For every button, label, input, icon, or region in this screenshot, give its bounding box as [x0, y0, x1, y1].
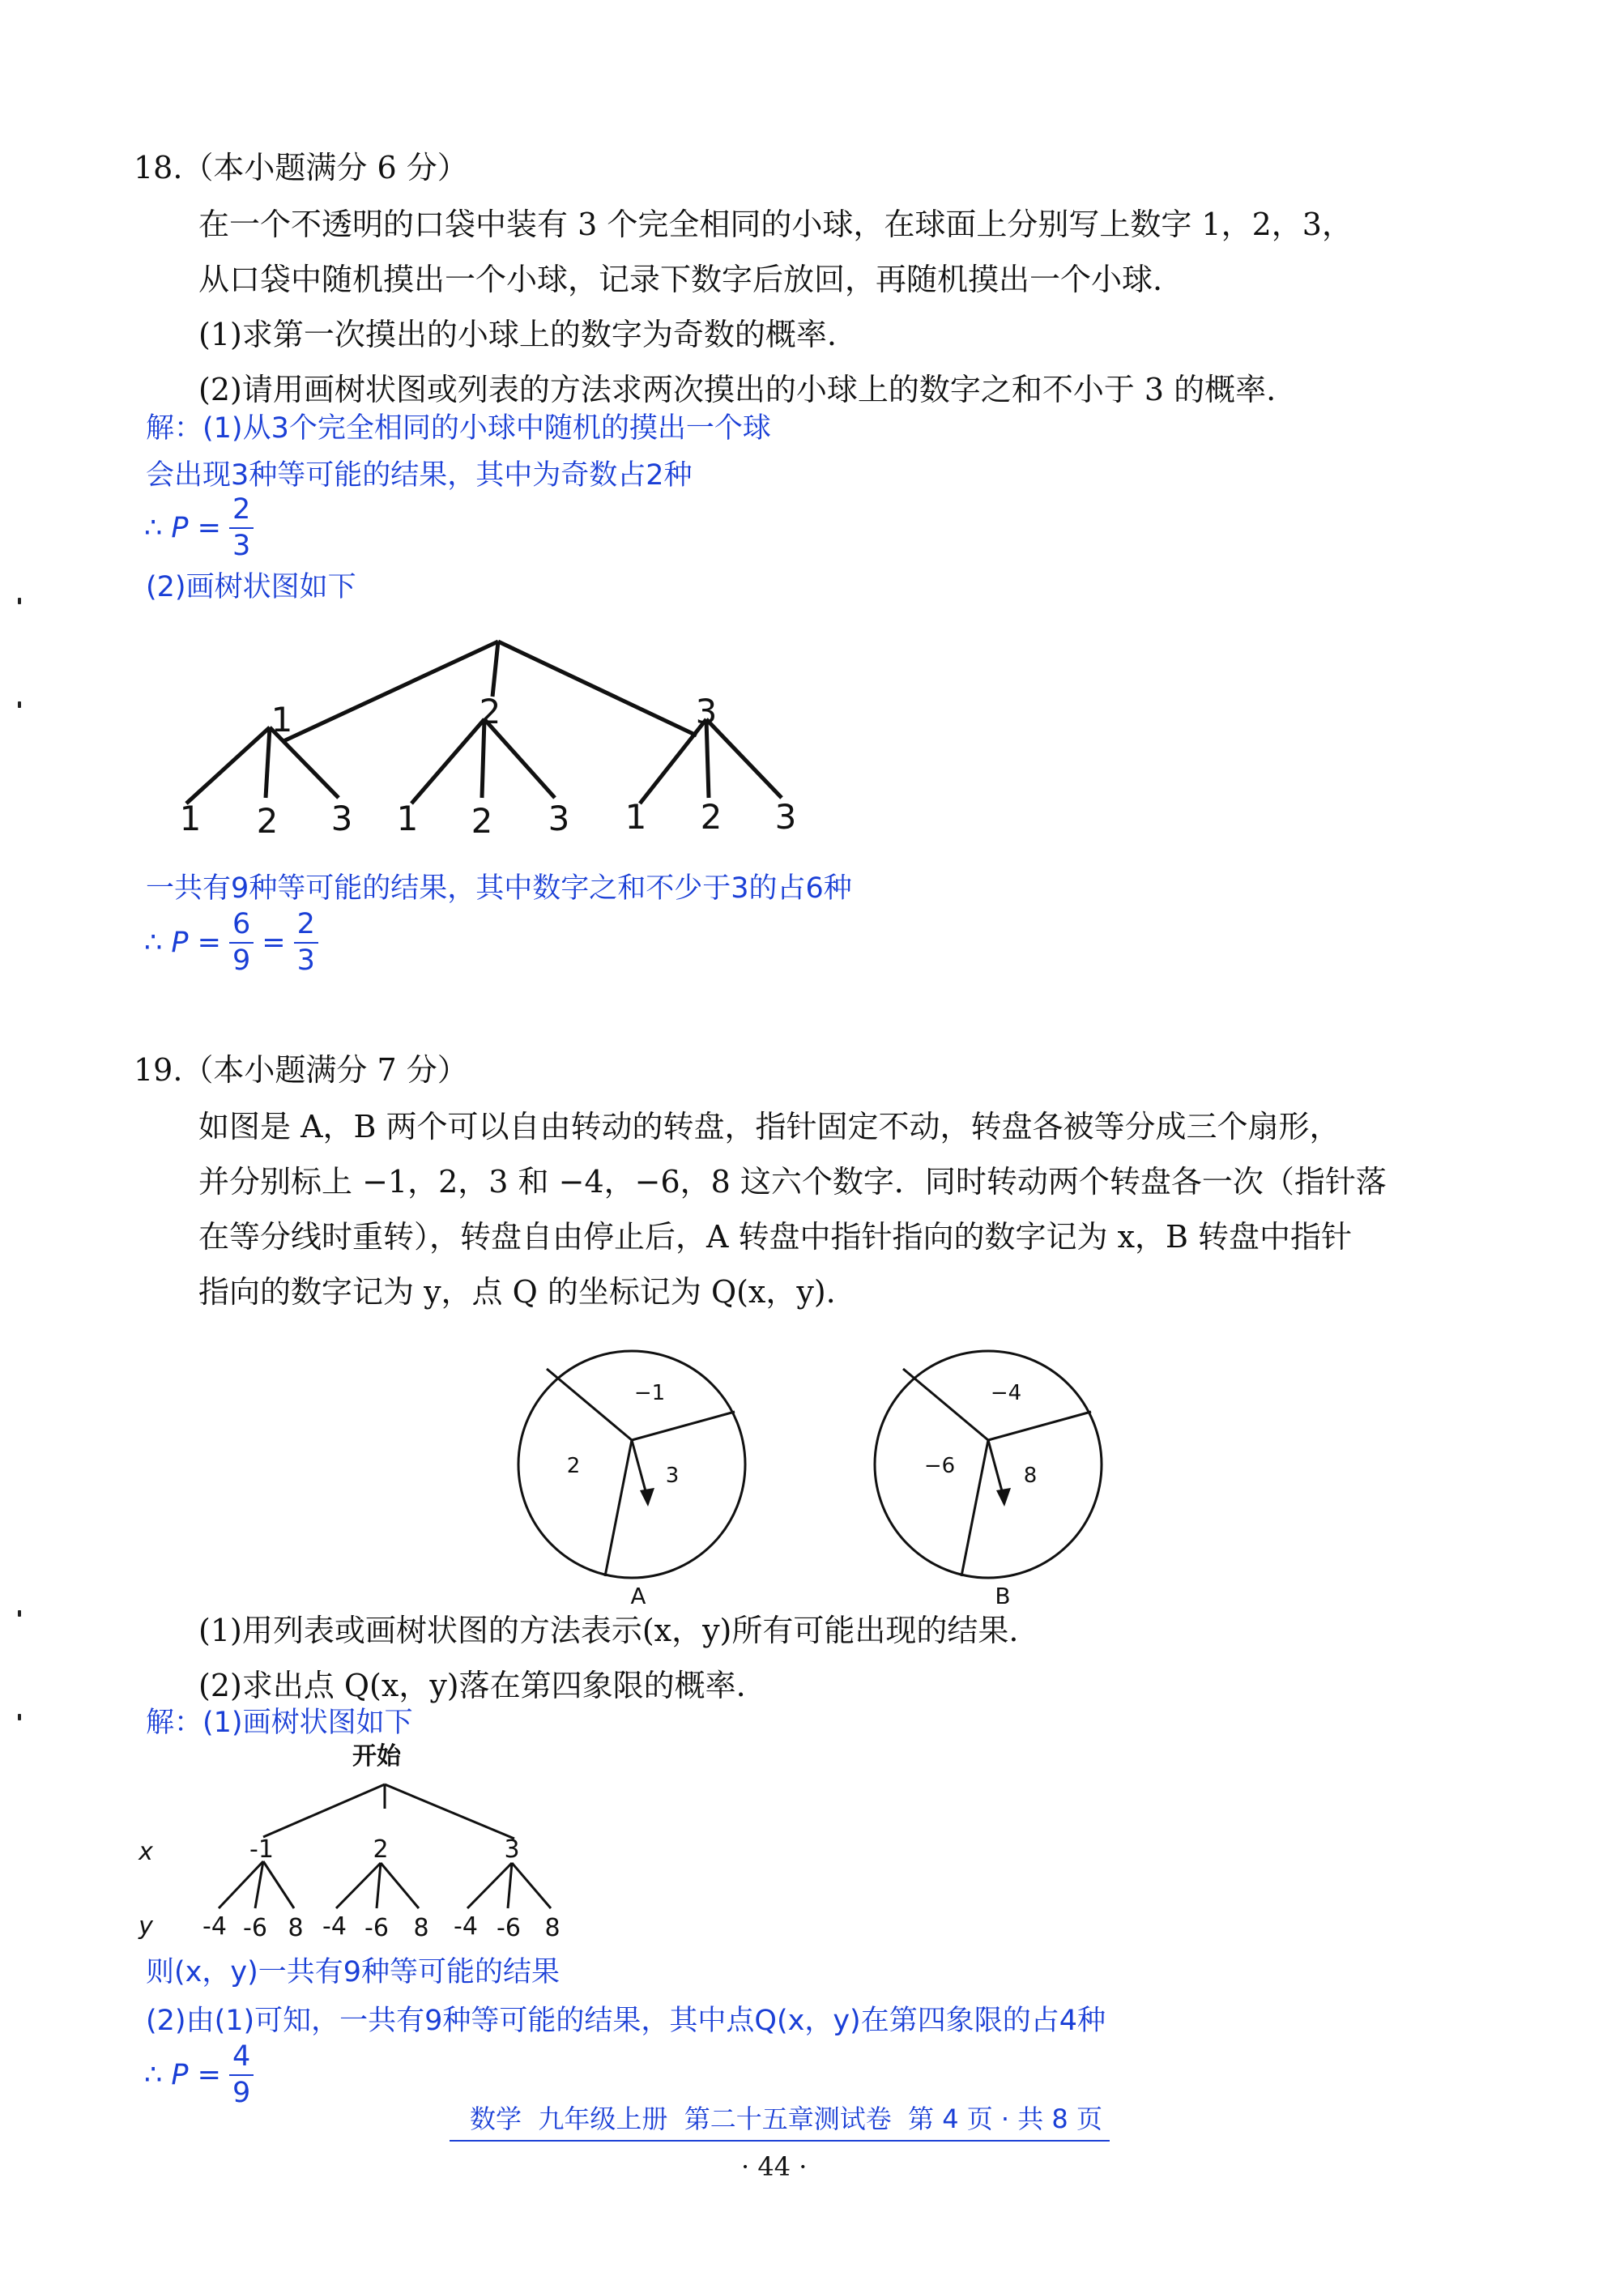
spinner-b-pointer-icon	[996, 1488, 1011, 1507]
q19-solution-line1: 解：(1)画树状图如下	[146, 1707, 413, 1739]
q19-tree-leaf: -4	[454, 1912, 478, 1941]
q18-tree-diagram	[162, 632, 826, 842]
q19-tree-node: -1	[249, 1835, 274, 1864]
q18-stem-line2: 从口袋中随机摸出一个小球，记录下数字后放回，再随机摸出一个小球.	[198, 262, 1163, 297]
q18-part2: (2)请用画树状图或列表的方法求两次摸出的小球上的数字之和不小于 3 的概率.	[198, 372, 1277, 407]
spinner-a-sector-left: 2	[566, 1454, 581, 1478]
q19-tree-y-label: y	[139, 1912, 153, 1941]
q18-p1-numerator: 2	[229, 496, 254, 529]
q19-tree-leaf: 8	[544, 1914, 561, 1942]
q18-tree-leaf: 1	[396, 799, 419, 838]
q19-heading: 19.（本小题满分 7 分）	[134, 1052, 468, 1088]
binding-mark	[18, 701, 21, 708]
q19-stem-line4: 指向的数字记为 y，点 Q 的坐标记为 Q(x，y).	[198, 1274, 836, 1310]
q18-p2-denominator-a: 9	[232, 944, 251, 977]
q19-p-denominator: 9	[232, 2077, 251, 2109]
q18-stem-line1: 在一个不透明的口袋中装有 3 个完全相同的小球，在球面上分别写上数字 1，2，3，	[198, 207, 1353, 242]
q19-tree-leaf: 8	[413, 1914, 429, 1942]
q19-stem-line2: 并分别标上 −1，2，3 和 −4，−6，8 这六个数字．同时转动两个转盘各一次（指针落	[198, 1164, 1387, 1200]
binding-mark	[18, 598, 21, 604]
spinner-a-sector-right: 3	[665, 1464, 680, 1488]
q18-tree-node-2: 2	[479, 692, 501, 731]
q19-tree-leaf: -4	[322, 1912, 347, 1941]
q19-tree-x-label: x	[139, 1838, 153, 1866]
spinner-b-sector-right: 8	[1023, 1464, 1038, 1488]
q18-p2-fraction-b	[294, 910, 318, 975]
q19-solution-line2: 则(x，y)一共有9种等可能的结果	[146, 1956, 561, 1988]
q18-tree-node-3: 3	[695, 692, 718, 731]
footer-underline	[450, 2140, 1110, 2142]
q18-p1-fraction	[229, 493, 254, 562]
binding-mark	[18, 1610, 21, 1617]
footer-running-title: 数学 九年级上册 第二十五章测试卷 第 4 页 · 共 8 页	[470, 2103, 1102, 2134]
q18-tree-leaf: 1	[624, 797, 647, 837]
spinner-b-sector-top: −4	[990, 1381, 1022, 1405]
binding-mark	[18, 1714, 21, 1720]
q18-part1: (1)求第一次摸出的小球上的数字为奇数的概率.	[198, 317, 837, 352]
q18-p2-equals: =	[262, 926, 286, 959]
q18-tree-leaf: 2	[256, 801, 279, 841]
spinner-a-pointer-icon	[640, 1488, 654, 1507]
q19-tree-leaf: -6	[497, 1914, 521, 1942]
q18-p2-prefix: ∴ P =	[144, 926, 221, 959]
q19-tree-node: 3	[504, 1835, 520, 1864]
q18-heading: 18.（本小题满分 6 分）	[134, 150, 468, 185]
q18-p1-prefix: ∴ P =	[144, 511, 221, 544]
q18-tree-leaf: 1	[179, 799, 202, 838]
spinner-a	[510, 1345, 778, 1604]
spinner-a-label: A	[630, 1583, 646, 1604]
q18-tree-leaf: 3	[330, 799, 353, 838]
q18-solution-line1: 解：(1)从3个完全相同的小球中随机的摸出一个球	[146, 412, 771, 445]
q19-tree-start: 开始	[352, 1742, 401, 1771]
q19-part1: (1)用列表或画树状图的方法表示(x，y)所有可能出现的结果.	[198, 1613, 1019, 1648]
q19-stem-line1: 如图是 A，B 两个可以自由转动的转盘，指针固定不动，转盘各被等分成三个扇形，	[198, 1109, 1341, 1144]
q19-p-fraction	[229, 2040, 254, 2109]
q18-tree-leaf: 2	[700, 797, 722, 837]
q18-tree-leaf: 3	[774, 797, 797, 837]
q19-tree-leaf: -4	[202, 1912, 227, 1941]
q18-solution-line2: 会出现3种等可能的结果，其中为奇数占2种	[146, 459, 693, 492]
spinner-a-sector-top: −1	[633, 1381, 666, 1405]
q19-stem-line3: 在等分线时重转），转盘自由停止后，A 转盘中指针指向的数字记为 x，B 转盘中指针	[198, 1219, 1353, 1255]
q18-p2-numerator-a: 6	[229, 910, 254, 944]
q18-tree-leaf: 2	[471, 801, 493, 841]
q18-tree-node-1: 1	[271, 700, 293, 739]
q19-probability	[144, 2040, 254, 2109]
q19-p-numerator: 4	[229, 2043, 254, 2076]
q19-tree-node: 2	[373, 1835, 389, 1864]
q18-solution-line3: (2)画树状图如下	[146, 571, 356, 603]
q19-part2: (2)求出点 Q(x，y)落在第四象限的概率.	[198, 1668, 746, 1703]
q19-tree-leaf: -6	[364, 1914, 389, 1942]
spinner-b-sector-left: −6	[923, 1454, 956, 1478]
q19-solution-line3: (2)由(1)可知，一共有9种等可能的结果，其中点Q(x，y)在第四象限的占4种	[146, 2005, 1106, 2037]
q18-p1-denominator: 3	[232, 530, 251, 562]
q19-tree-leaf: -6	[243, 1914, 267, 1942]
q18-probability-2	[144, 910, 318, 975]
q18-p2-fraction-a	[229, 910, 254, 975]
q18-probability-1	[144, 493, 254, 562]
q18-p2-numerator-b: 2	[294, 910, 318, 944]
q18-p2-denominator-b: 3	[296, 944, 315, 977]
spinner-b-label: B	[995, 1583, 1011, 1604]
page-number: · 44 ·	[741, 2151, 808, 2182]
spinner-b	[867, 1345, 1134, 1604]
q19-tree-diagram	[134, 1740, 587, 1958]
q19-tree-leaf: 8	[288, 1914, 304, 1942]
q18-tree-leaf: 3	[548, 799, 570, 838]
q18-solution-line4: 一共有9种等可能的结果，其中数字之和不少于3的占6种	[146, 872, 852, 905]
q19-p-prefix: ∴ P =	[144, 2058, 221, 2091]
